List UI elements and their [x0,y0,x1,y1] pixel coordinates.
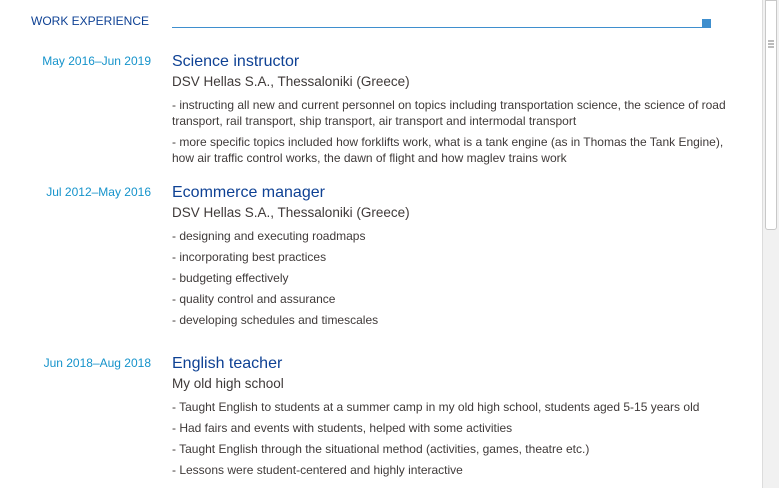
entry-content [172,52,732,171]
entry-organization: DSV Hellas S.A., Thessaloniki (Greece) [172,205,410,220]
entry-bullet: - Had fairs and events with students, helped with some activities [172,421,513,435]
entry-role: Science instructor [172,53,300,70]
section-divider [172,27,702,28]
vertical-scrollbar[interactable] [762,0,779,488]
entry-bullet: - developing schedules and timescales [172,313,379,327]
entry-date: May 2016–Jun 2019 [42,54,151,68]
entry-role: Ecommerce manager [172,184,325,201]
section-marker [702,19,711,28]
entry-bullet: - Lessons were student-centered and highly interactive [172,463,463,477]
grip-lines-icon [766,40,776,52]
entry-bullet: - Taught English through the situational method (activities, games, theatre etc.) [172,442,590,456]
entry-bullet: - Taught English to students at a summer camp in my old high school, students aged 5-15 years old [172,400,700,414]
entry-organization: My old high school [172,376,284,391]
entry-content [172,354,732,483]
entry-bullet: - instructing all new and current personnel on topics including transportation science, the science of road transport, rail transport, ship transport, air transport and intermodal transport [172,98,726,128]
entry-bullet: - incorporating best practices [172,250,327,264]
entry-organization: DSV Hellas S.A., Thessaloniki (Greece) [172,74,410,89]
scrollbar-thumb[interactable] [765,0,777,230]
entry-bullet: - more specific topics included how forklifts work, what is a tank engine (as in Thomas the Tank Engine), how air traffic control works, the dawn of flight and how maglev trains work [172,135,724,165]
entry-role: English teacher [172,355,283,372]
entry-bullet: - budgeting effectively [172,271,289,285]
entry-content [172,183,732,333]
entry-bullet: - quality control and assurance [172,292,336,306]
entry-bullet: - designing and executing roadmaps [172,229,366,243]
section-title: WORK EXPERIENCE [31,14,150,28]
entry-date: Jun 2018–Aug 2018 [43,356,151,370]
entry-date: Jul 2012–May 2016 [46,185,151,199]
